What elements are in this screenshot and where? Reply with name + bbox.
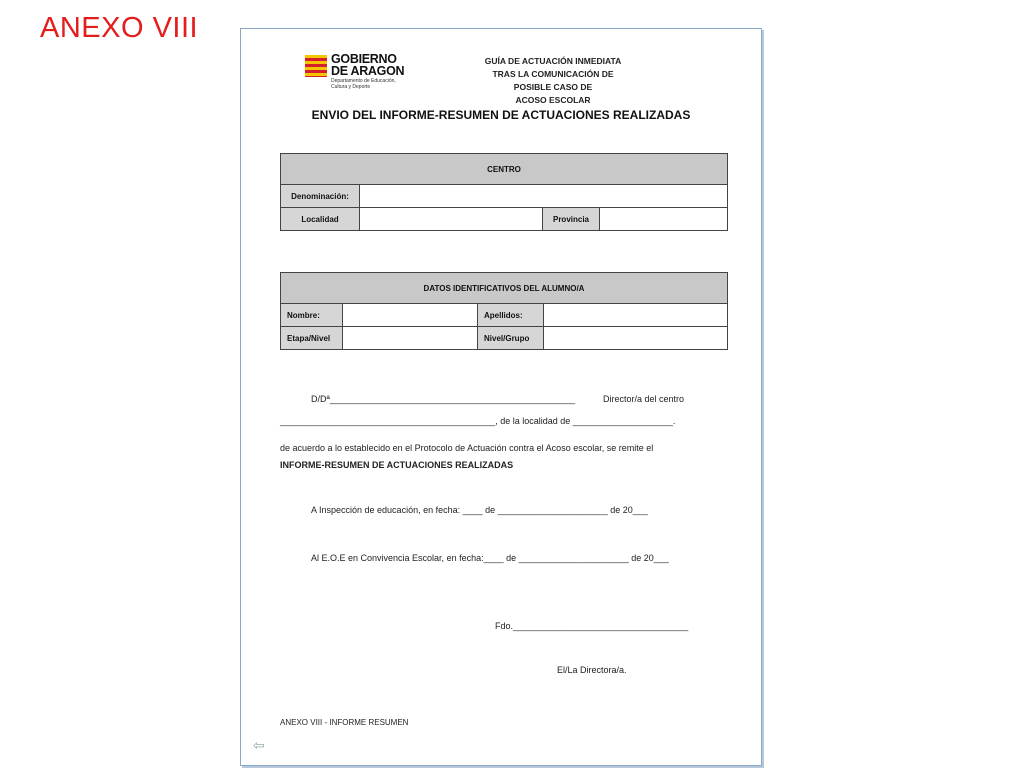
provincia-field[interactable] xyxy=(600,208,728,231)
centro-table xyxy=(280,153,728,231)
guide-line-2: TRAS LA COMUNICACIÓN DE POSIBLE CASO DE xyxy=(492,69,614,92)
guide-line-3: ACOSO ESCOLAR xyxy=(515,95,591,105)
gobierno-aragon-logo xyxy=(305,53,425,97)
eoe-line: Al E.O.E en Convivencia Escolar, en fecha:____ de ______________________ de 20___ xyxy=(311,553,669,563)
inspeccion-line: A Inspección de educación, en fecha: ____ de ______________________ de 20___ xyxy=(311,505,648,515)
apellidos-label: Apellidos: xyxy=(478,304,544,327)
alumno-header: DATOS IDENTIFICATIVOS DEL ALUMNO/A xyxy=(281,273,728,304)
etapa-label: Etapa/Nivel xyxy=(281,327,343,350)
back-arrow-icon[interactable]: ⇦ xyxy=(253,737,265,753)
logo-department: Departamento de Educación, Cultura y Deporte xyxy=(331,78,396,90)
report-name: INFORME-RESUMEN DE ACTUACIONES REALIZADAS xyxy=(280,460,514,470)
grupo-field[interactable] xyxy=(544,327,728,350)
centro-header: CENTRO xyxy=(281,154,728,185)
nombre-label: Nombre: xyxy=(281,304,343,327)
logo-line-2: DE ARAGON xyxy=(331,64,405,78)
localidad-field[interactable] xyxy=(360,208,543,231)
center-locality-line: ___________________________________________, de la localidad de ____________________. xyxy=(280,416,676,426)
apellidos-field[interactable] xyxy=(544,304,728,327)
protocol-text: de acuerdo a lo establecido en el Protocolo de Actuación contra el Acoso escolar, se remite el xyxy=(280,443,654,453)
provincia-label: Provincia xyxy=(543,208,600,231)
guide-title xyxy=(473,55,633,107)
localidad-label: Localidad xyxy=(281,208,360,231)
slide-title: ANEXO VIII xyxy=(40,12,199,44)
alumno-table xyxy=(280,272,728,350)
document-title: ENVIO DEL INFORME-RESUMEN DE ACTUACIONES REALIZADAS xyxy=(311,108,691,122)
director-of-center: Director/a del centro xyxy=(603,394,685,404)
signature-line: Fdo.___________________________________ xyxy=(495,621,689,631)
denominacion-field[interactable] xyxy=(360,185,728,208)
director-signature-label: El/La Directora/a. xyxy=(557,665,627,675)
aragon-flag-icon xyxy=(305,55,327,77)
denominacion-label: Denominación: xyxy=(281,185,360,208)
logo-line-1: GOBIERNO xyxy=(331,52,397,66)
guide-line-1: GUÍA DE ACTUACIÓN INMEDIATA xyxy=(484,56,622,66)
document-page xyxy=(240,28,762,766)
director-name-line: D/Dª_________________________________________________ xyxy=(311,394,576,404)
page-footer: ANEXO VIII - INFORME RESUMEN xyxy=(280,718,409,727)
nombre-field[interactable] xyxy=(343,304,478,327)
etapa-field[interactable] xyxy=(343,327,478,350)
grupo-label: Nivel/Grupo xyxy=(478,327,544,350)
